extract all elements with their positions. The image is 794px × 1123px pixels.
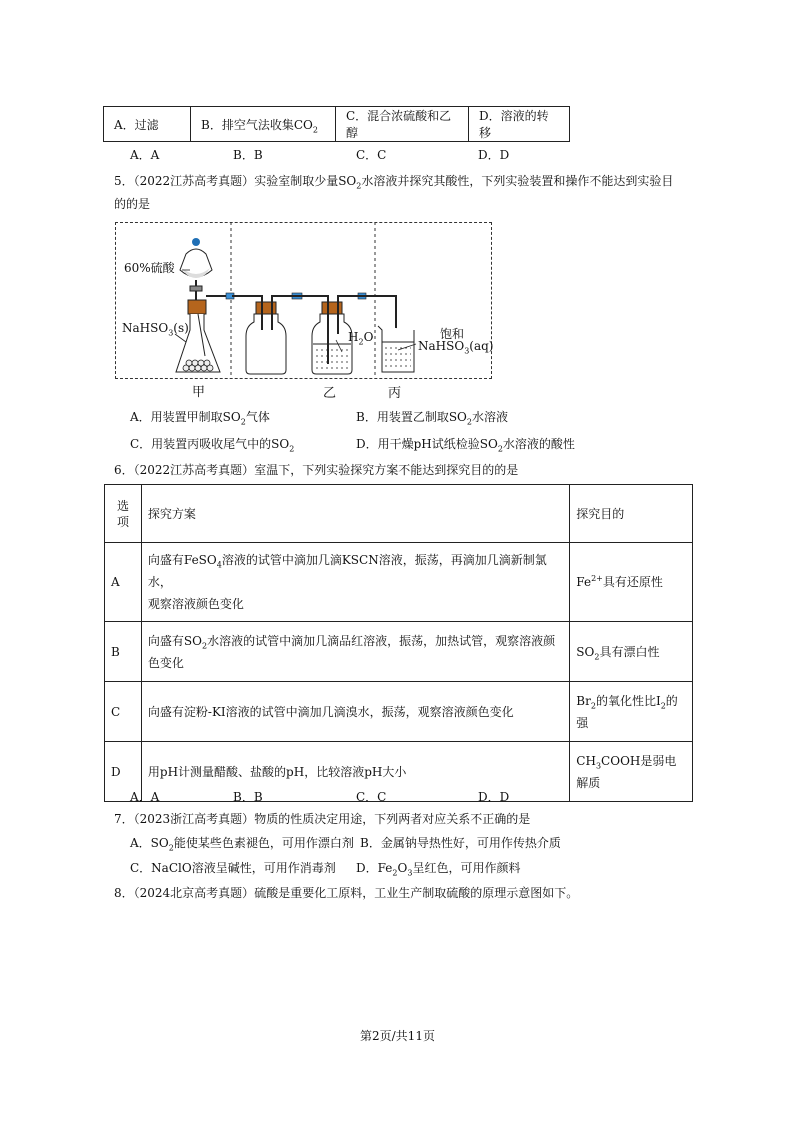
q5-option-a: A．用装置甲制取$SO_2$气体 — [130, 410, 270, 427]
row-goal: $Br_2$的氧化性比$I_2$的 强 — [570, 682, 693, 742]
q6-answer-d: D．D — [478, 790, 510, 804]
label-yi: 乙 — [323, 386, 337, 401]
q4-cell-b: B．排空气法收集$CO_2$ — [191, 107, 336, 142]
apparatus-diagram — [0, 0, 794, 420]
row-goal: $SO_2$具有漂白性 — [570, 622, 693, 682]
row-plan: 用pH计测量醋酸、盐酸的pH，比较溶液pH大小 — [141, 742, 569, 802]
q5-option-c: C．用装置丙吸收尾气中的$SO_2$ — [130, 437, 295, 454]
table-header-row — [105, 485, 693, 543]
label-water: $H_2O$ — [348, 330, 374, 347]
q4-answer-a: A．A — [130, 148, 160, 162]
q4-answer-c: C．C — [356, 148, 387, 162]
q6-answer-b: B．B — [233, 790, 263, 804]
label-bing: 丙 — [388, 386, 402, 401]
q6-table — [104, 484, 693, 802]
apparatus-jia — [176, 238, 232, 372]
empty-bottle — [232, 296, 324, 374]
label-saturated: 饱和 — [440, 327, 465, 341]
label-acid: 60%硫酸 — [124, 261, 175, 275]
label-nahso3-aq: NaHSO$_3$(aq) — [418, 339, 494, 356]
header-goal: 探究目的 — [570, 485, 693, 543]
row-goal: $Fe^{2+}$具有还原性 — [570, 543, 693, 622]
table-row — [105, 622, 693, 682]
q5-option-b: B．用装置乙制取$SO_2$水溶液 — [356, 410, 508, 427]
table-row — [105, 742, 693, 802]
q4-answer-b: B．B — [233, 148, 263, 162]
q6-stem: 6．（2022江苏高考真题）室温下，下列实验探究方案不能达到探究目的的是 — [114, 463, 519, 477]
row-option: B — [105, 622, 142, 682]
row-option: D — [105, 742, 142, 802]
q5-stem: 5．（2022江苏高考真题）实验室制取少量$SO_2$水溶液并探究其酸性，下列实验装置和操作不能达到实验目 — [114, 174, 674, 191]
stopcock — [190, 286, 202, 291]
row-option: C — [105, 682, 142, 742]
q4-cell-a: A．过滤 — [104, 107, 191, 142]
funnel-stopper — [192, 238, 200, 246]
row-plan: 向盛有淀粉-KI溶液的试管中滴加几滴溴水，振荡，观察溶液颜色变化 — [141, 682, 569, 742]
q7-option-a: A．$SO_2$能使某些色素褪色，可用作漂白剂 — [130, 836, 354, 853]
row-plan: 向盛有$SO_2$水溶液的试管中滴加几滴品红溶液，振荡，加热试管，观察溶液颜 色变化 — [141, 622, 569, 682]
flask-stopper — [188, 300, 206, 314]
table-row — [105, 682, 693, 742]
separatory-funnel — [180, 249, 212, 277]
q6-answer-c: C．C — [356, 790, 387, 804]
row-plan: 向盛有FeSO$_4$溶液的试管中滴加几滴KSCN溶液，振荡，再滴加几滴新制氯水， 观察溶液颜色变化 — [141, 543, 569, 622]
row-goal: $CH_3COOH$是弱电 解质 — [570, 742, 693, 802]
q7-option-c: C．NaClO溶液呈碱性，可用作消毒剂 — [130, 861, 336, 875]
beaker — [378, 326, 414, 372]
q4-cell-c: C．混合浓硫酸和乙醇 — [336, 107, 469, 142]
q4-cell-d: D．溶液的转移 — [469, 107, 570, 142]
header-plan: 探究方案 — [141, 485, 569, 543]
solid-granules — [183, 360, 213, 371]
q7-option-b: B．金属钠导热性好，可用作传热介质 — [360, 836, 561, 850]
row-option: A — [105, 543, 142, 622]
q5-stem-line2: 的的是 — [114, 197, 151, 211]
table-row — [105, 543, 693, 622]
q8-stem: 8．（2024北京高考真题）硫酸是重要化工原料，工业生产制取硫酸的原理示意图如下。 — [114, 886, 579, 900]
page-footer: 第2页/共11页 — [360, 1029, 435, 1043]
q6-answer-a: A．A — [130, 790, 160, 804]
q5-option-d: D．用干燥pH试纸检验$SO_2$水溶液的酸性 — [356, 437, 575, 454]
q4-answer-d: D．D — [478, 148, 510, 162]
header-option: 选 项 — [105, 485, 142, 543]
label-jia: 甲 — [192, 385, 206, 400]
label-solid: NaHSO$_3$(s) — [122, 321, 189, 338]
q7-option-d: D．$Fe_2O_3$呈红色，可用作颜料 — [356, 861, 521, 878]
q7-stem: 7．（2023浙江高考真题）物质的性质决定用途，下列两者对应关系不正确的是 — [114, 812, 531, 826]
